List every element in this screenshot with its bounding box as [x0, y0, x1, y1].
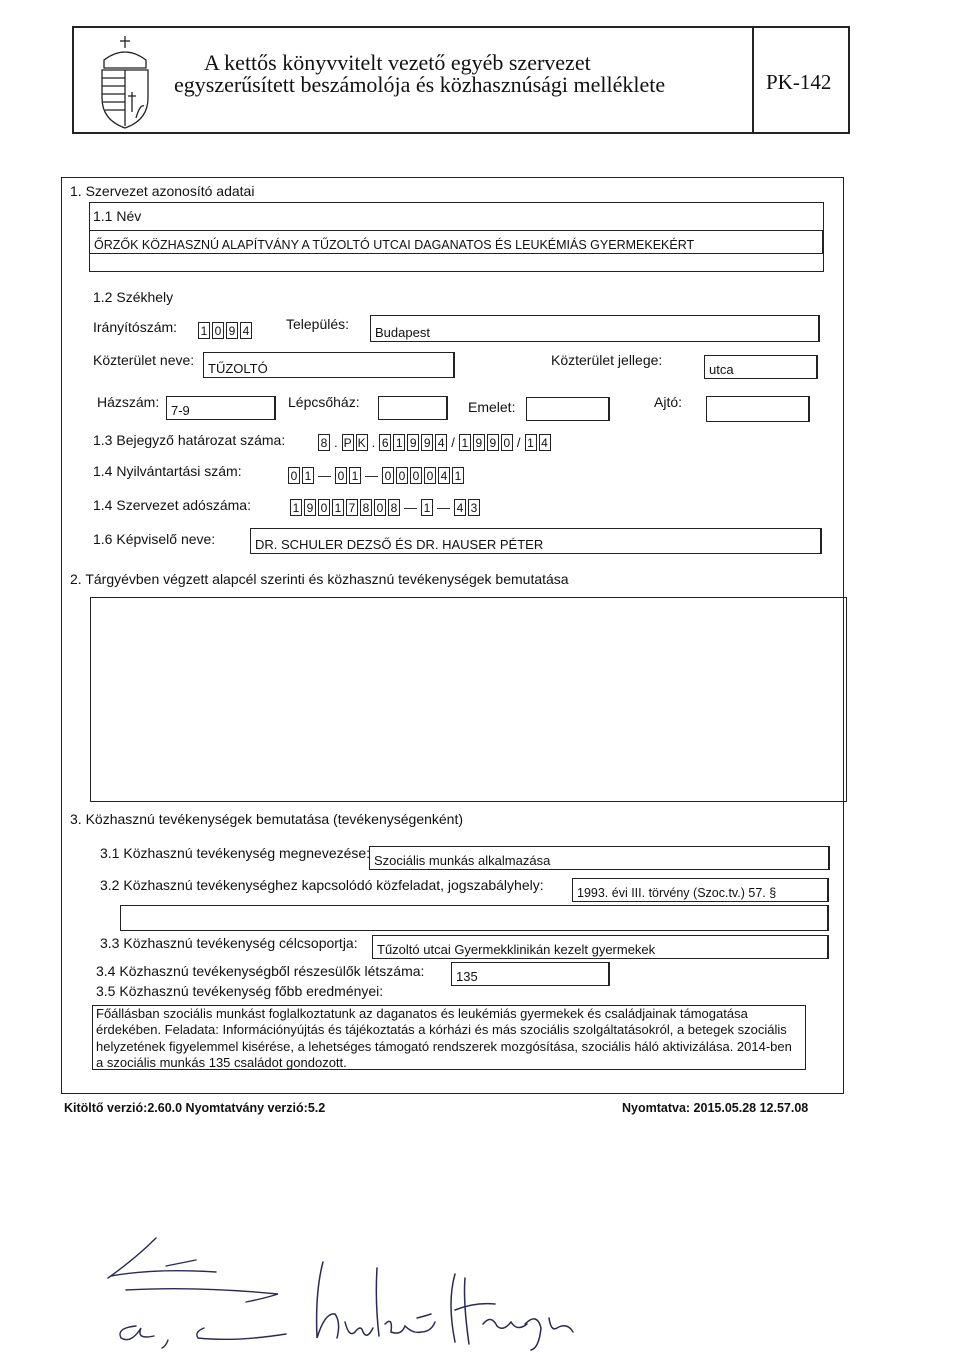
tax-char: 1	[421, 499, 433, 516]
registration-separator: —	[365, 468, 378, 483]
registration-label: 1.4 Nyilvántartási szám:	[93, 463, 242, 479]
tax-separator: —	[404, 500, 417, 515]
decision-char: 1	[393, 434, 405, 451]
city-label: Település:	[286, 316, 350, 332]
registration-char: 0	[396, 467, 408, 484]
public-task-label: 3.2 Közhasznú tevékenységhez kapcsolódó közfeladat, jogszabályhely:	[100, 877, 544, 893]
activity-name-field[interactable]: Szociális munkás alkalmazása	[369, 846, 830, 870]
beneficiaries-field[interactable]: 135	[451, 962, 610, 986]
registration-char: 4	[438, 467, 450, 484]
decision-char: 1	[459, 434, 471, 451]
city-field[interactable]: Budapest	[370, 315, 820, 342]
target-group-label: 3.3 Közhasznú tevékenység célcsoportja:	[100, 935, 358, 951]
form-code: PK-142	[766, 70, 832, 94]
decision-separator: .	[371, 435, 376, 450]
postcode-digits[interactable]	[198, 322, 252, 339]
activity-name-label: 3.1 Közhasznú tevékenység megnevezése:	[100, 845, 371, 861]
handwritten-signature-left	[96, 1228, 306, 1358]
tax-char: 8	[360, 499, 372, 516]
tax-char: 1	[290, 499, 302, 516]
public-task-field[interactable]: 1993. évi III. törvény (Szoc.tv.) 57. §	[572, 878, 829, 902]
seat-label: 1.2 Székhely	[93, 289, 174, 305]
decision-char: 9	[473, 434, 485, 451]
house-field[interactable]: 7-9	[166, 396, 276, 420]
form-title-line1: A kettős könyvvitelt vezető egyéb szervezet	[204, 50, 591, 75]
tax-char: 9	[304, 499, 316, 516]
header-box	[72, 26, 850, 134]
print-timestamp: Nyomtatva: 2015.05.28 12.57.08	[622, 1101, 809, 1115]
stair-label: Lépcsőház:	[288, 394, 360, 410]
postcode-label: Irányítószám:	[93, 319, 178, 335]
decision-separator: /	[516, 435, 521, 450]
street-label: Közterület neve:	[93, 352, 195, 368]
representative-field[interactable]: DR. SCHULER DEZSŐ ÉS DR. HAUSER PÉTER	[250, 528, 822, 554]
registration-char: 1	[302, 467, 314, 484]
floor-label: Emelet:	[468, 399, 516, 415]
street-type-field[interactable]: utca	[704, 355, 818, 379]
results-field[interactable]: Főállásban szociális munkást foglalkoztatunk az daganatos és leukémiás gyermekek és családjainak támogatása érdekében. Feladata: Információnyújtás és tájékoztatás a kórházi és más szociális szolgáltatásokról, a betegek szociális helyzetének figyelemmel kisérése, a lehetséges támogató rendszerek mozgósítása, szociális háló aktivizálása. 2014-ben a szociális munkás 135 családot gondozott.	[92, 1005, 806, 1070]
tax-char: 7	[346, 499, 358, 516]
tax-number[interactable]	[290, 499, 480, 516]
name-field[interactable]: ŐRZŐK KÖZHASZNÚ ALAPÍTVÁNY A TŰZOLTÓ UTCAI DAGANATOS ÉS LEUKÉMIÁS GYERMEKEKÉRT	[89, 230, 824, 254]
door-field[interactable]	[706, 396, 810, 422]
decision-char: 0	[501, 434, 513, 451]
section3-title: 3. Közhasznú tevékenységek bemutatása (tevékenységenként)	[70, 811, 464, 827]
target-group-field[interactable]: Tűzoltó utcai Gyermekklinikán kezelt gyermekek	[372, 935, 829, 959]
decision-char: P	[343, 435, 352, 450]
section2-title: 2. Tárgyévben végzett alapcél szerinti és közhasznú tevékenységek bemutatása	[70, 571, 569, 587]
registration-number[interactable]	[288, 467, 464, 484]
tax-char: 8	[388, 499, 400, 516]
basic-activity-textarea[interactable]	[90, 597, 847, 802]
postcode-digit: 9	[226, 322, 238, 339]
name-label: 1.1 Név	[93, 208, 142, 224]
decision-char: 4	[539, 434, 551, 451]
decision-separator: .	[334, 435, 338, 450]
tax-number-label: 1.4 Szervezet adószáma:	[93, 497, 251, 513]
decision-separator: /	[451, 435, 455, 450]
decision-char: K	[357, 435, 366, 450]
decision-number[interactable]	[318, 434, 551, 451]
postcode-digit: 1	[198, 322, 210, 339]
results-label: 3.5 Közhasznú tevékenység főbb eredményei:	[96, 983, 384, 999]
decision-char: 4	[435, 434, 447, 451]
decision-char: 9	[487, 434, 499, 451]
registration-char: 0	[382, 467, 394, 484]
version-info: Kitöltő verzió:2.60.0 Nyomtatvány verzió:5.2	[64, 1101, 326, 1115]
street-type-label: Közterület jellege:	[551, 352, 663, 368]
tax-char: 1	[332, 499, 344, 516]
registration-separator: —	[318, 468, 331, 483]
house-label: Házszám:	[97, 394, 160, 410]
decision-char: 9	[421, 434, 433, 451]
handwritten-signature-right	[305, 1252, 595, 1352]
tax-separator: —	[437, 500, 450, 515]
postcode-digit: 0	[212, 322, 224, 339]
beneficiaries-label: 3.4 Közhasznú tevékenységből részesülők létszáma:	[96, 963, 425, 979]
postcode-digit: 4	[240, 322, 252, 339]
tax-char: 0	[374, 499, 386, 516]
registration-char: 1	[452, 467, 464, 484]
registration-char: 0	[335, 467, 347, 484]
public-task-field-2[interactable]	[120, 905, 829, 931]
decision-char: 6	[379, 434, 391, 451]
registration-char: 0	[424, 467, 436, 484]
form-title-line2: egyszerűsített beszámolója és közhasznúsági melléklete	[174, 72, 666, 97]
representative-label: 1.6 Képviselő neve:	[93, 531, 216, 547]
door-label: Ajtó:	[654, 394, 683, 410]
stair-field[interactable]	[378, 396, 448, 420]
tax-char: 4	[454, 499, 466, 516]
form-code-divider	[752, 28, 754, 132]
decision-char: 1	[525, 434, 537, 451]
decision-label: 1.3 Bejegyző határozat száma:	[93, 432, 286, 448]
hungarian-coat-of-arms-icon	[92, 34, 158, 130]
street-field[interactable]: TŰZOLTÓ	[203, 352, 455, 378]
decision-char: 9	[407, 434, 419, 451]
decision-char: 8	[318, 434, 330, 451]
section1-title: 1. Szervezet azonosító adatai	[70, 183, 255, 199]
registration-char: 0	[288, 467, 300, 484]
tax-char: 3	[468, 499, 480, 516]
tax-char: 0	[318, 499, 330, 516]
registration-char: 1	[349, 467, 361, 484]
floor-field[interactable]	[526, 397, 610, 421]
registration-char: 0	[410, 467, 422, 484]
